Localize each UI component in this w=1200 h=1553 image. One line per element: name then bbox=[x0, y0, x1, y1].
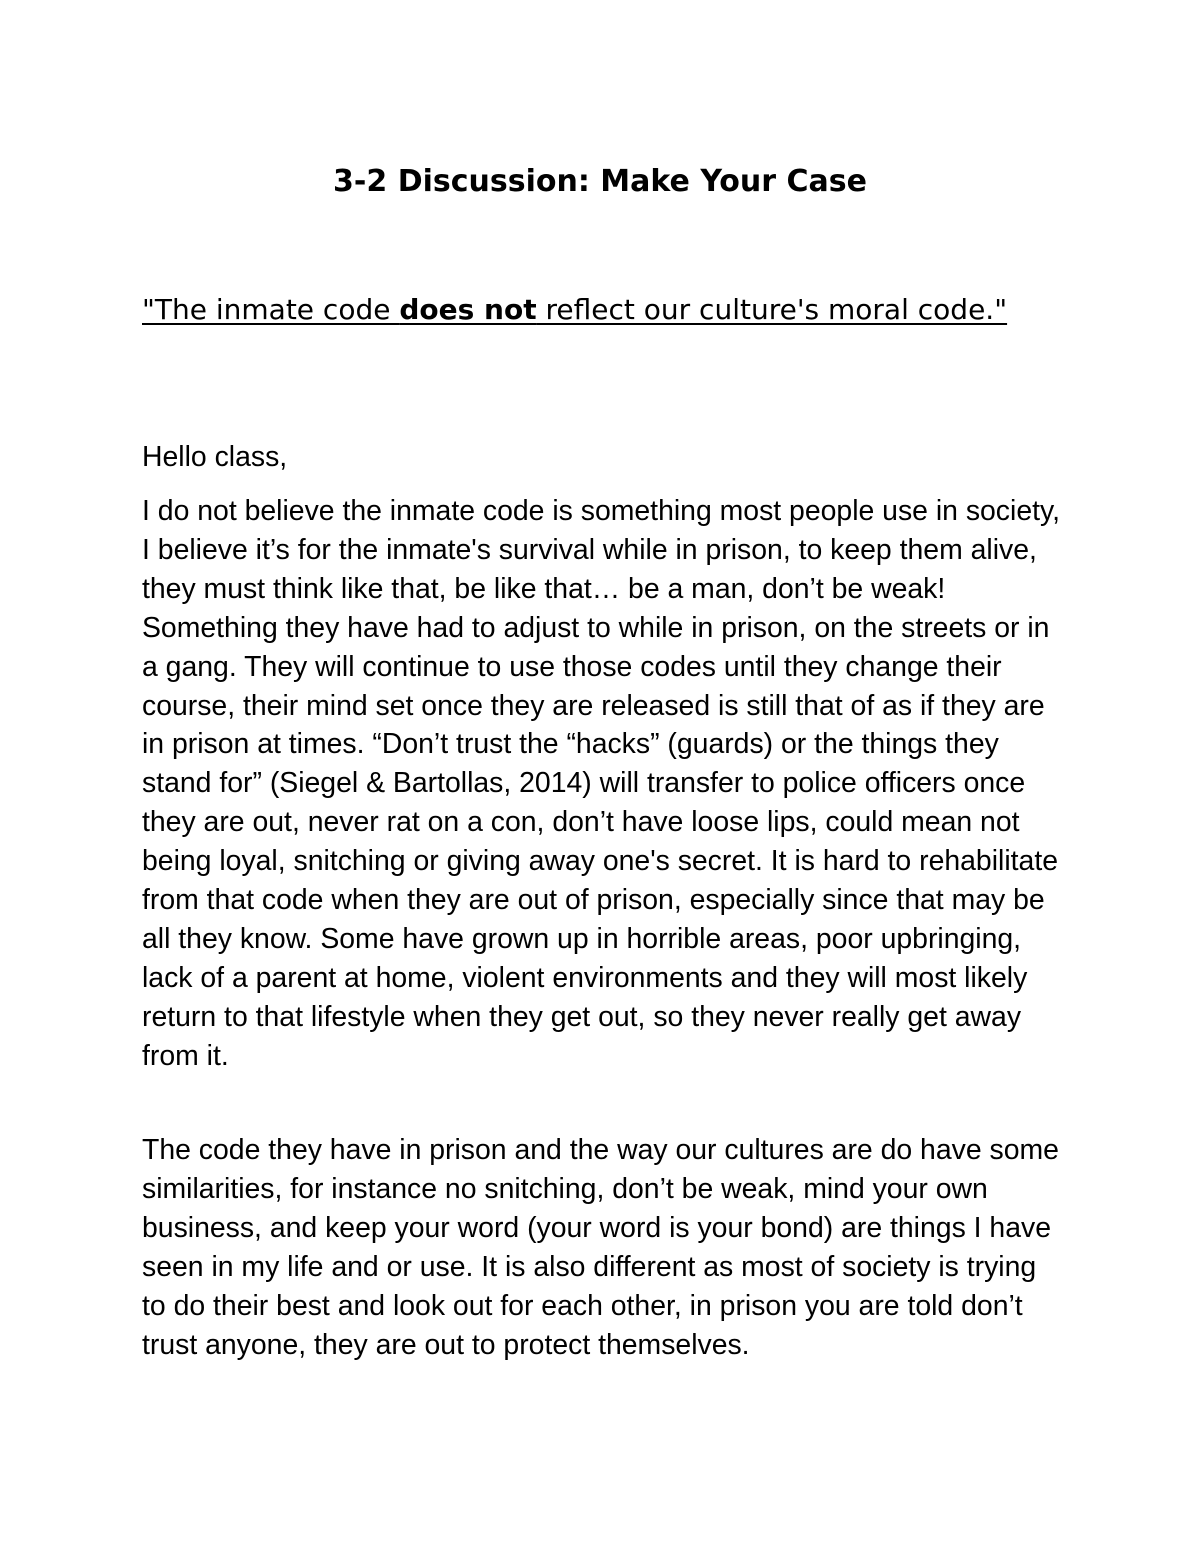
thesis-text-after: reflect our culture's moral code." bbox=[536, 293, 1008, 326]
document-title: 3-2 Discussion: Make Your Case bbox=[333, 164, 867, 199]
body-paragraph-1: I do not believe the inmate code is something most people use in society, I believe it’s for the inmate's survival while in prison, to keep them alive, they must think like that, be like that… be a man, don’t be weak! Something they have had to adjust to while in prison, on the streets or in a gang. They will continue to use those codes until they change their course, their mind set once they are released is still that of as if they are in prison at times. “Don’t trust the “hacks” (guards) or the things they stand for” (Siegel & Bartollas, 2014) will transfer to police officers once they are out, never rat on a con, don’t have loose lips, could mean not being loyal, snitching or giving away one's secret. It is hard to rehabilitate from that code when they are out of prison, especially since that may be all they know. Some have grown up in horrible areas, poor upbringing, lack of a parent at home, violent environments and they will most likely return to that lifestyle when they get out, so they never really get away from it. bbox=[142, 495, 1060, 1072]
greeting: Hello class, bbox=[142, 441, 288, 473]
body-paragraph-2: The code they have in prison and the way our cultures are do have some similarities, for instance no snitching, don’t be weak, mind your own business, and keep your word (your word is your bond) are things I have seen in my life and or use. It is also different as most of society is trying to do their best and look out for each other, in prison you are told don’t trust anyone, they are out to protect themselves. bbox=[142, 1134, 1059, 1361]
thesis-emphasis: does not bbox=[399, 293, 537, 326]
thesis-text-before: "The inmate code bbox=[142, 293, 400, 326]
thesis-statement bbox=[142, 290, 1022, 330]
